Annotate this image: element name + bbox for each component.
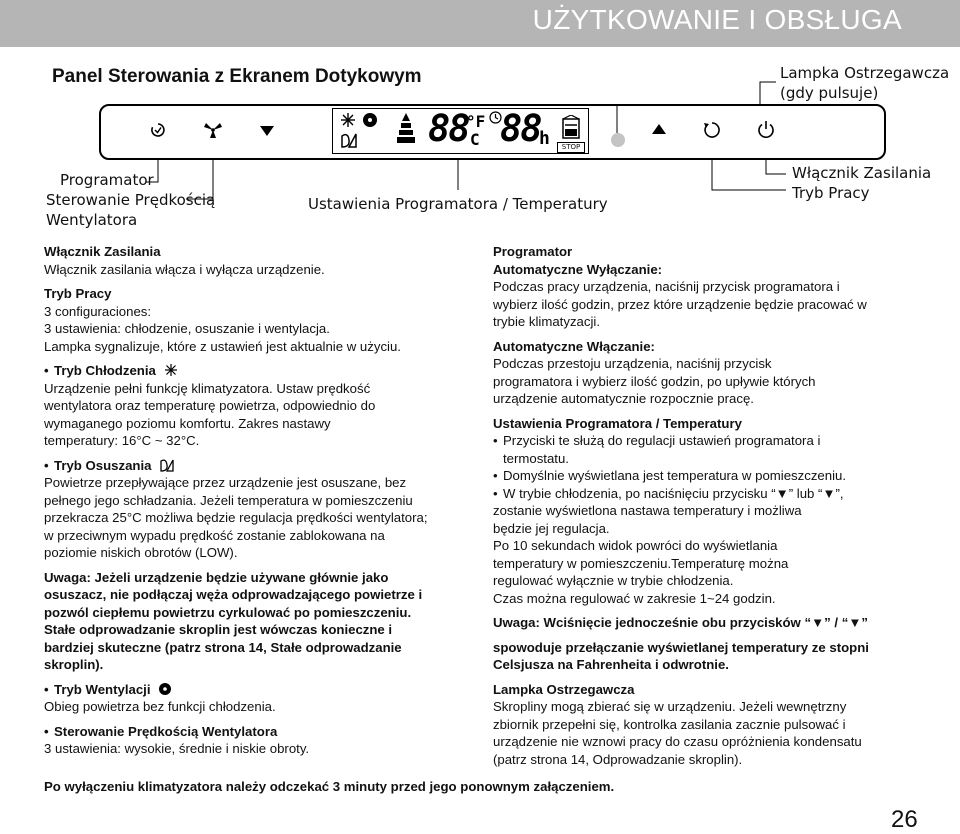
arrow-down-icon: ▼ — [848, 615, 862, 630]
dry-heading: • Tryb Osuszania — [44, 457, 484, 475]
arrow-down-icon: ▼ — [775, 485, 789, 501]
auto-on-heading: Automatyczne Włączanie: — [493, 338, 655, 354]
hours-unit: h — [539, 128, 550, 149]
mode-heading: Tryb Pracy — [44, 286, 112, 301]
arrow-down-icon: ▼ — [811, 615, 825, 630]
page-section-title: UŻYTKOWANIE I OBSŁUGA — [532, 4, 902, 35]
callout-left: Programator Sterowanie Prędkością Wentylatora — [46, 171, 216, 229]
fan-mode-icon — [158, 682, 172, 696]
speed-heading: • Sterowanie Prędkością Wentylatora — [44, 723, 278, 739]
time-digits: 88 — [500, 107, 541, 150]
footer-note: Po wyłączeniu klimatyzatora należy odczekać 3 minuty przed jego ponownym załączeniem. — [44, 779, 615, 794]
power-heading: Włącznik Zasilania — [44, 244, 161, 259]
arrow-down-icon: ▼ — [822, 485, 836, 501]
page-number: 26 — [891, 806, 918, 833]
fan-heading: • Tryb Wentylacji — [44, 681, 484, 699]
callout-center: Ustawienia Programatora / Temperatury — [308, 195, 608, 213]
celsius-unit: C — [470, 130, 480, 149]
temperature-digits: 88 — [428, 107, 469, 150]
lamp-heading: Lampka Ostrzegawcza — [493, 681, 635, 697]
unit-switch-note: Uwaga: Wciśnięcie jednocześnie obu przycisków “▼” / “▼” — [493, 615, 868, 630]
dehumidifier-warning: Uwaga: Jeżeli urządzenie będzie używane głównie jako — [44, 569, 389, 585]
dry-icon — [159, 458, 175, 472]
right-column: Programator Automatyczne Wyłączanie: Podczas pracy urządzenia, naciśnij przycisk programatora i wybierz ilość godzin, przez które urządzenie będzie pracować w trybie klimatyzacji. Automatyczne Włączanie: Podczas przestoju urządzenia, naciśnij przycisk programatora i wybierz ilość godzin, po upływie których urządzenie automatycznie rozpocznie pracę. Ustawienia Programatora / Temperatury • Przyciski te służą do regulacji ustawień programatora i termostatu. • Domyślnie wyświetlana jest temperatura w pomieszczeniu. • W trybie chłodzenia, po naciśnięciu przycisku “▼” lub “▼”, zostanie wyświetlona nastawa temperatury i możliwa będzie jej regulacja. Po 10 sekundach widok powróci do wyświetlania temperatury w pomieszczeniu.Temperaturę można regulować wyłącznie w trybie chłodzenia. Czas można regulować w zakresie 1~24 godzin. Uwaga: Wciśnięcie jednocześnie obu przycisków “▼” / “▼” spowoduje przełączanie wyświetlanej temperatury ze stopni Celsjusza na Fahrenheita i odwrotnie. Lampka Ostrzegawcza Skropliny mogą zbierać się w urządzeniu. Jeżeli wewnętrzny zbiornik przepełni się, kontrolka zasilania zacznie pulsować i urządzenie nie wznowi pracy do czasu opróżnienia kondensatu (patrz strona 14, Odprowadzanie skroplin). — [493, 243, 933, 768]
cooling-heading: • Tryb Chłodzenia — [44, 362, 484, 380]
panel-title: Panel Sterowania z Ekranem Dotykowym — [52, 66, 422, 87]
power-text: Włącznik zasilania włącza i wyłącza urządzenie. — [44, 261, 325, 277]
auto-off-heading: Automatyczne Wyłączanie: — [493, 261, 663, 277]
stop-label: STOP — [557, 142, 585, 153]
timer-heading: Programator — [493, 244, 573, 259]
callout-right: Włącznik Zasilania Tryb Pracy — [792, 164, 932, 202]
cooling-icon — [164, 363, 178, 377]
fahrenheit-unit: °F — [466, 112, 486, 131]
settings-heading: Ustawienia Programatora / Temperatury — [493, 415, 742, 431]
left-column: Włącznik Zasilania Włącznik zasilania włącza i wyłącza urządzenie. Tryb Pracy 3 configuraciones: 3 ustawienia: chłodzenie, osuszanie i wentylacja. Lampka sygnalizuje, które z ustawień jest aktualnie w użyciu. • Tryb Chłodzenia Urządzenie pełni funkcję klimatyzatora. Ustaw prędkość wentylatora oraz temperaturę powietrza, odpowiednio do wymaganego poziomu komfortu. Zakres nastawy temperatury: 16°C ~ 32°C. • Tryb Osuszania Powietrze przepływające przez urządzenie jest osuszane, bez pełnego jego schładzania. Jeżeli temperatura w pomieszczeniu przekracza 25°C możliwa będzie regulacja prędkości wentylatora; w przeciwnym wypadu prędkość zostanie zablokowana na poziomie niskich obrotów (LOW). Uwaga: Jeżeli urządzenie będzie używane głównie jako osuszacz, nie podłączaj węża odprowadzającego powietrze i pozwól ciepłemu powietrzu cyrkulować po pomieszczeniu. Stałe odprowadzanie skroplin jest wówczas konieczne i bardziej skuteczne (patrz strona 14, Stałe odprowadzanie skroplin). • Tryb Wentylacji Obieg powietrza bez funkcji chłodzenia. • Sterowanie Prędkością Wentylatora 3 ustawienia: wysokie, średnie i niskie obroty. — [44, 243, 484, 758]
callout-warning-lamp: Lampka Ostrzegawcza (gdy pulsuje) — [780, 64, 950, 102]
